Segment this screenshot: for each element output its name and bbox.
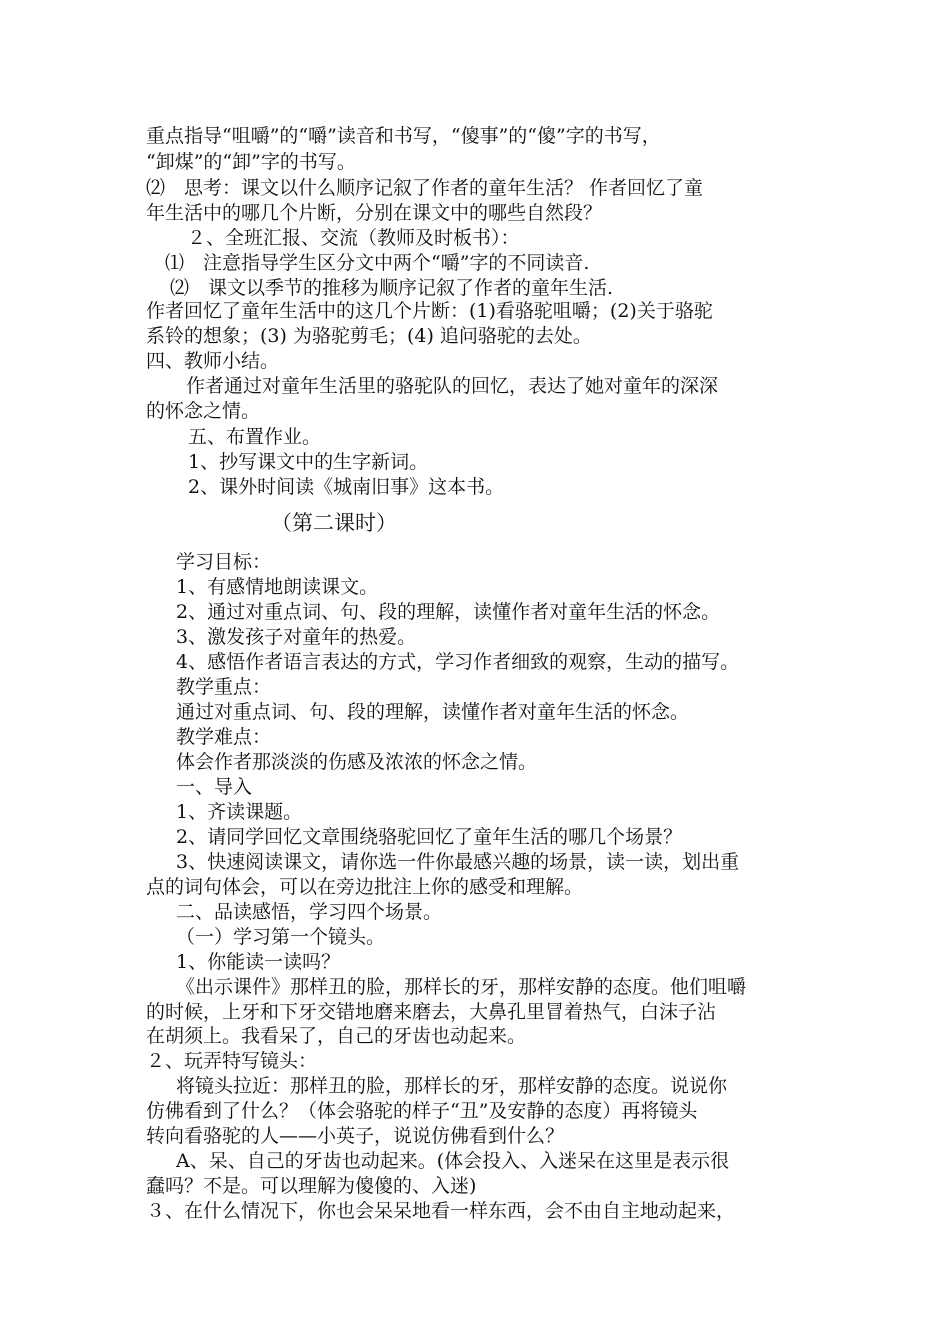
section-heading: 教学难点： [176, 726, 272, 748]
text-line: 1、你能读一读吗？ [176, 951, 341, 973]
text-line: 作者回忆了童年生活中的这几个片断：(1)看骆驼咀嚼；(2)关于骆驼 [146, 300, 713, 322]
text-line: 1、抄写课文中的生字新词。 [188, 451, 429, 473]
text-line: 的怀念之情。 [146, 400, 261, 422]
section-heading: （一）学习第一个镜头。 [176, 926, 386, 948]
text-line: 2、请同学回忆文章围绕骆驼回忆了童年生活的哪几个场景？ [176, 826, 683, 848]
text-line: 3、快速阅读课文，请你选一件你最感兴趣的场景，读一读，划出重 [176, 851, 740, 873]
text-line: 2、通过对重点词、句、段的理解，读懂作者对童年生活的怀念。 [176, 601, 721, 623]
section-heading: 学习目标： [176, 551, 272, 573]
text-line: 在胡须上。我看呆了，自己的牙齿也动起来。 [146, 1025, 527, 1047]
text-line: 转向看骆驼的人——小英子，说说仿佛看到什么？ [146, 1125, 565, 1147]
text-line: ⑵ 课文以季节的推移为顺序记叙了作者的童年生活. [170, 277, 614, 299]
text-line: A、呆、自己的牙齿也动起来。(体会投入、入迷呆在这里是表示很 [176, 1150, 730, 1172]
text-line: 系铃的想象；(3) 为骆驼剪毛；(4) 追问骆驼的去处。 [146, 325, 592, 347]
text-line: 年生活中的哪几个片断，分别在课文中的哪些自然段？ [146, 202, 603, 224]
text-line: 蠢吗？不是。可以理解为傻傻的、入迷) [146, 1175, 477, 1197]
section-heading: 四、教师小结。 [146, 350, 280, 372]
section-heading: 一、导入 [176, 776, 253, 798]
text-line: 《出示课件》那样丑的脸，那样长的牙，那样安静的态度。他们咀嚼 [176, 976, 747, 998]
text-line: ⑴ 注意指导学生区分文中两个“嚼”字的不同读音. [165, 252, 590, 274]
text-line: ３、在什么情况下，你也会呆呆地看一样东西，会不由自主地动起来， [146, 1200, 736, 1222]
text-line: 1、有感情地朗读课文。 [176, 576, 379, 598]
text-line: ⑵ 思考：课文以什么顺序记叙了作者的童年生活？ 作者回忆了童 [146, 177, 704, 199]
text-line: 1、齐读课题。 [176, 801, 303, 823]
text-line: 的时候，上牙和下牙交错地磨来磨去，大鼻孔里冒着热气，白沫子沾 [146, 1001, 717, 1023]
section-heading: 教学重点： [176, 676, 272, 698]
text-line: “卸煤”的“卸”字的书写。 [146, 151, 356, 173]
text-line: 4、感悟作者语言表达的方式，学习作者细致的观察，生动的描写。 [176, 651, 740, 673]
text-line: 体会作者那淡淡的伤感及浓浓的怀念之情。 [176, 751, 538, 773]
text-line: 作者通过对童年生活里的骆驼队的回忆，表达了她对童年的深深 [186, 375, 719, 397]
text-line: 仿佛看到了什么？（体会骆驼的样子“丑”及安静的态度）再将镜头 [146, 1100, 698, 1122]
lesson-title: （第二课时） [271, 511, 397, 535]
text-line: ２、全班汇报、交流（教师及时板书）： [168, 227, 520, 249]
text-line: 通过对重点词、句、段的理解，读懂作者对童年生活的怀念。 [176, 701, 690, 723]
text-line: ２、玩弄特写镜头： [146, 1050, 318, 1072]
text-line: 将镜头拉近：那样丑的脸，那样长的牙，那样安静的态度。说说你 [176, 1075, 728, 1097]
text-line: 3、激发孩子对童年的热爱。 [176, 626, 417, 648]
section-heading: 二、品读感悟，学习四个场景。 [176, 901, 443, 923]
text-line: 重点指导“咀嚼”的“嚼”读音和书写，“傻事”的“傻”字的书写， [146, 125, 661, 147]
text-line: 点的词句体会，可以在旁边批注上你的感受和理解。 [146, 876, 584, 898]
section-heading: 五、布置作业。 [188, 426, 322, 448]
text-line: 2、课外时间读《城南旧事》这本书。 [188, 476, 505, 498]
